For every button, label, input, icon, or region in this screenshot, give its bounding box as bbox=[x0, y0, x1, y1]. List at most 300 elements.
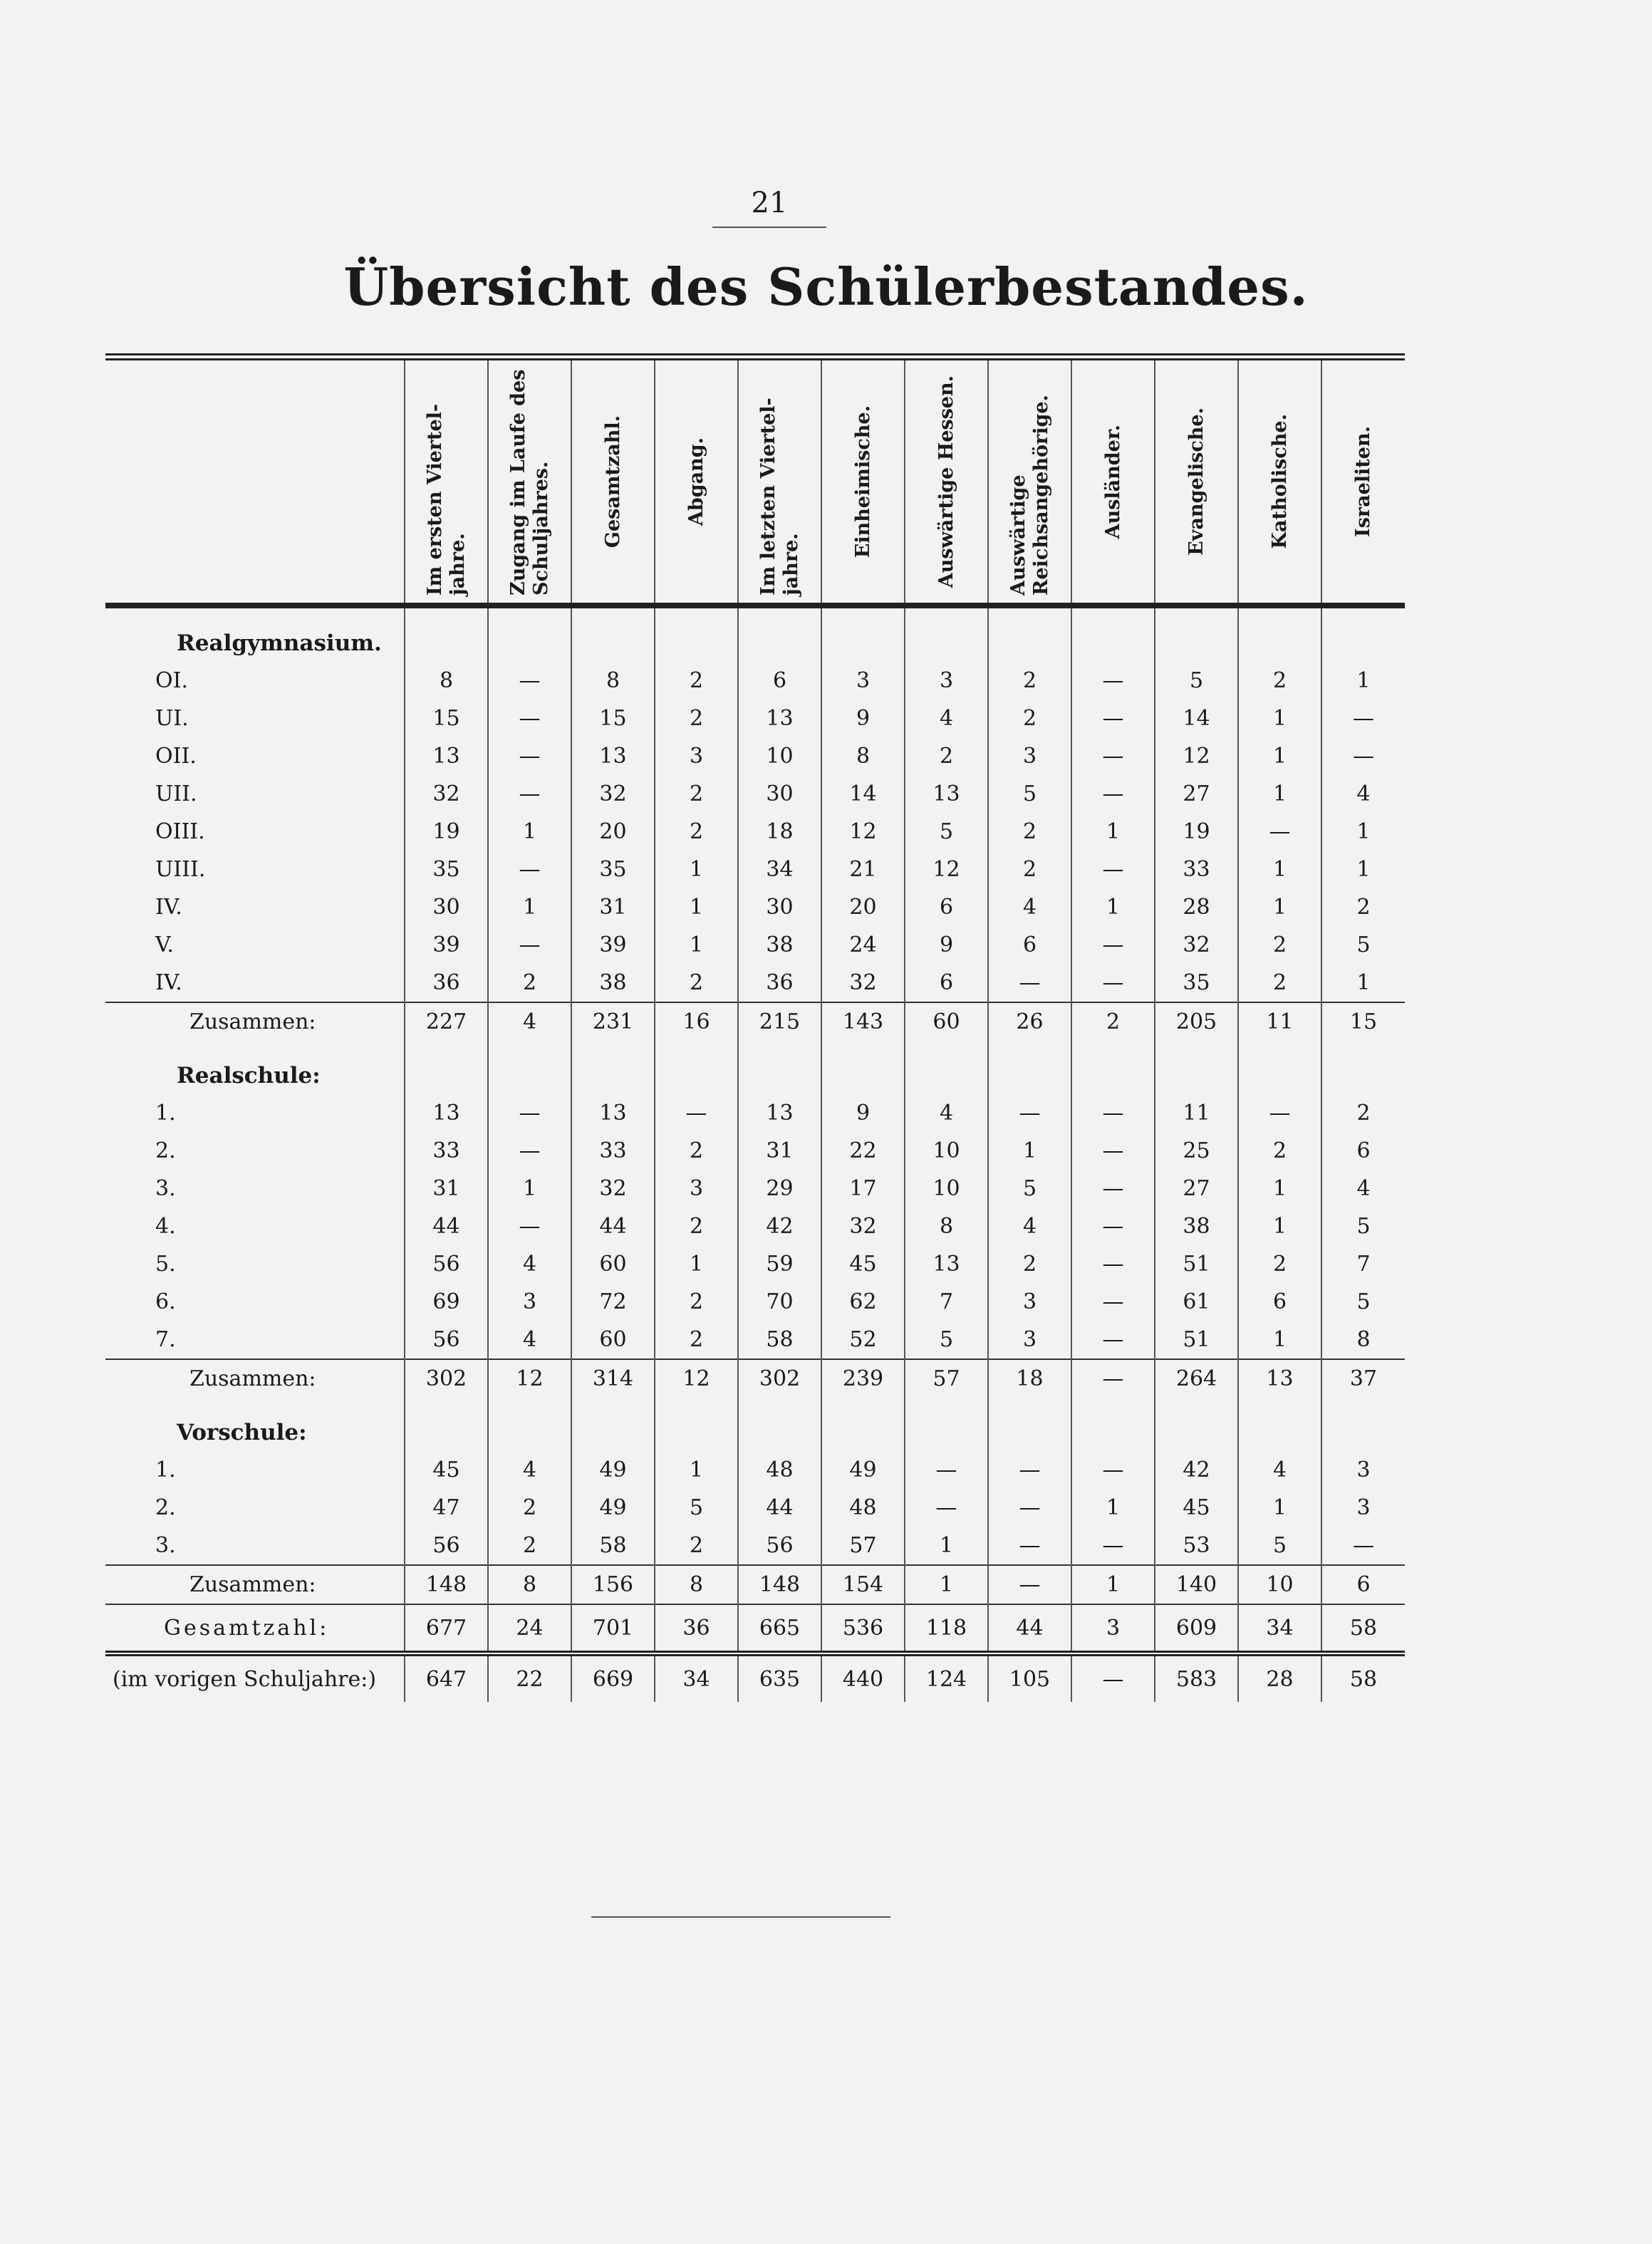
table-row bbox=[105, 1321, 1405, 1359]
table-cell: 4 bbox=[488, 1245, 571, 1283]
table-cell: — bbox=[905, 1489, 988, 1527]
table-cell: 4 bbox=[905, 1094, 988, 1132]
table-cell: 669 bbox=[571, 1653, 655, 1702]
table-cell: 9 bbox=[821, 1094, 905, 1132]
table-cell: 60 bbox=[571, 1321, 655, 1359]
table-cell bbox=[488, 606, 571, 662]
table-cell: 2 bbox=[655, 1527, 738, 1565]
table-cell: 57 bbox=[821, 1527, 905, 1565]
table-cell: 28 bbox=[1238, 1653, 1321, 1702]
table-cell: — bbox=[488, 775, 571, 813]
table-cell: 3 bbox=[655, 737, 738, 775]
table-cell: 59 bbox=[738, 1245, 821, 1283]
table-cell: 2 bbox=[988, 1245, 1071, 1283]
table-cell: — bbox=[1071, 1451, 1155, 1489]
table-cell: 609 bbox=[1155, 1604, 1238, 1653]
table-cell: 6 bbox=[1238, 1283, 1321, 1321]
table-cell: 205 bbox=[1155, 1002, 1238, 1041]
table-cell: — bbox=[1071, 1359, 1155, 1398]
table-cell bbox=[571, 606, 655, 662]
table-cell: 39 bbox=[405, 926, 488, 964]
table-cell: 13 bbox=[571, 1094, 655, 1132]
table-cell: — bbox=[488, 662, 571, 700]
row-label: Zusammen: bbox=[105, 1565, 405, 1604]
table-cell bbox=[1321, 606, 1405, 662]
row-label: 3. bbox=[155, 1176, 176, 1201]
table-cell: 143 bbox=[821, 1002, 905, 1041]
table-cell: 4 bbox=[905, 700, 988, 737]
table-cell: 3 bbox=[655, 1170, 738, 1207]
previous-year-row bbox=[105, 1653, 1405, 1702]
table-cell bbox=[1155, 1398, 1238, 1451]
table-cell: 27 bbox=[1155, 775, 1238, 813]
table-cell: 13 bbox=[1238, 1359, 1321, 1398]
subtotal-row bbox=[105, 1002, 1405, 1041]
table-cell: 34 bbox=[738, 851, 821, 888]
table-cell: — bbox=[1321, 737, 1405, 775]
table-cell bbox=[905, 1398, 988, 1451]
table-cell: 36 bbox=[405, 964, 488, 1002]
bottom-rule bbox=[591, 1916, 890, 1918]
table-cell: 5 bbox=[1321, 1207, 1405, 1245]
table-cell: — bbox=[488, 1132, 571, 1170]
table-cell: 10 bbox=[738, 737, 821, 775]
table-cell: 31 bbox=[738, 1132, 821, 1170]
table-cell bbox=[1321, 1398, 1405, 1451]
table-cell: 4 bbox=[988, 1207, 1071, 1245]
table-row bbox=[105, 888, 1405, 926]
table-cell: 6 bbox=[905, 964, 988, 1002]
table-cell: 1 bbox=[1238, 1170, 1321, 1207]
row-label: (im vorigen Schuljahre:) bbox=[113, 1666, 377, 1692]
table-cell: — bbox=[655, 1094, 738, 1132]
table-cell: 33 bbox=[405, 1132, 488, 1170]
table-cell: — bbox=[1071, 926, 1155, 964]
table-cell: 1 bbox=[1071, 1489, 1155, 1527]
table-cell: 60 bbox=[905, 1002, 988, 1041]
table-cell: 3 bbox=[1321, 1451, 1405, 1489]
table-cell: 22 bbox=[488, 1653, 571, 1702]
table-cell: 53 bbox=[1155, 1527, 1238, 1565]
table-cell: — bbox=[988, 1527, 1071, 1565]
table-cell: 4 bbox=[988, 888, 1071, 926]
table-cell: 49 bbox=[571, 1451, 655, 1489]
table-row bbox=[105, 700, 1405, 737]
table-cell: — bbox=[1071, 1094, 1155, 1132]
table-cell bbox=[988, 606, 1071, 662]
table-cell: — bbox=[1071, 1207, 1155, 1245]
table-cell: 14 bbox=[821, 775, 905, 813]
table-cell: 32 bbox=[571, 775, 655, 813]
table-cell: 1 bbox=[655, 888, 738, 926]
table-cell bbox=[1071, 1041, 1155, 1094]
table-cell bbox=[821, 1398, 905, 1451]
table-cell: — bbox=[1071, 1527, 1155, 1565]
row-label: OIII. bbox=[155, 819, 205, 844]
table-cell: 2 bbox=[1238, 1132, 1321, 1170]
table-cell: 58 bbox=[738, 1321, 821, 1359]
row-label: 7. bbox=[155, 1327, 176, 1352]
table-cell: 33 bbox=[1155, 851, 1238, 888]
table-cell: 34 bbox=[1238, 1604, 1321, 1653]
column-header: Abgang. bbox=[655, 357, 738, 606]
table-cell: 37 bbox=[1321, 1359, 1405, 1398]
table-cell: 32 bbox=[405, 775, 488, 813]
table-cell: 49 bbox=[821, 1451, 905, 1489]
table-cell: 47 bbox=[405, 1489, 488, 1527]
table-cell: 2 bbox=[1321, 1094, 1405, 1132]
table-cell: 1 bbox=[488, 813, 571, 851]
table-cell bbox=[1071, 1398, 1155, 1451]
column-header: Auswärtige Reichsangehörige. bbox=[988, 357, 1071, 606]
table-cell: 52 bbox=[821, 1321, 905, 1359]
column-header: Einheimische. bbox=[821, 357, 905, 606]
table-row bbox=[105, 1245, 1405, 1283]
table-cell: — bbox=[488, 700, 571, 737]
table-cell: 48 bbox=[738, 1451, 821, 1489]
table-cell: 58 bbox=[571, 1527, 655, 1565]
column-header: Im letzten Viertel-jahre. bbox=[738, 357, 821, 606]
table-cell: — bbox=[1071, 1132, 1155, 1170]
table-cell: 18 bbox=[988, 1359, 1071, 1398]
table-cell: 3 bbox=[988, 1321, 1071, 1359]
table-cell: 48 bbox=[821, 1489, 905, 1527]
table-cell: 239 bbox=[821, 1359, 905, 1398]
table-cell bbox=[405, 1041, 488, 1094]
table-cell: 440 bbox=[821, 1653, 905, 1702]
table-cell: 32 bbox=[821, 1207, 905, 1245]
table-cell: 13 bbox=[905, 1245, 988, 1283]
table-cell: 3 bbox=[821, 662, 905, 700]
table-cell: 3 bbox=[905, 662, 988, 700]
table-cell: 536 bbox=[821, 1604, 905, 1653]
table-cell: 33 bbox=[571, 1132, 655, 1170]
row-label: Vorschule: bbox=[177, 1419, 307, 1445]
table-cell: 2 bbox=[655, 662, 738, 700]
table-cell: 3 bbox=[988, 737, 1071, 775]
table-cell: 1 bbox=[1238, 851, 1321, 888]
table-row bbox=[105, 1489, 1405, 1527]
table-cell: — bbox=[1071, 737, 1155, 775]
table-cell: 2 bbox=[988, 813, 1071, 851]
table-row bbox=[105, 851, 1405, 888]
row-label: Zusammen: bbox=[105, 1359, 405, 1398]
table-row bbox=[105, 1170, 1405, 1207]
table-cell: 124 bbox=[905, 1653, 988, 1702]
table-cell: — bbox=[1238, 1094, 1321, 1132]
table-cell: 9 bbox=[905, 926, 988, 964]
table-cell bbox=[655, 1041, 738, 1094]
table-cell: 2 bbox=[1238, 1245, 1321, 1283]
row-label: OII. bbox=[155, 744, 197, 769]
table-cell: 264 bbox=[1155, 1359, 1238, 1398]
table-cell: 13 bbox=[405, 1094, 488, 1132]
table-cell: 1 bbox=[905, 1565, 988, 1604]
table-cell: 6 bbox=[988, 926, 1071, 964]
table-cell: 3 bbox=[1071, 1604, 1155, 1653]
table-cell: — bbox=[1238, 813, 1321, 851]
table-cell: 45 bbox=[1155, 1489, 1238, 1527]
column-header: Israeliten. bbox=[1321, 357, 1405, 606]
student-table bbox=[105, 353, 1405, 1702]
table-cell: 14 bbox=[1155, 700, 1238, 737]
table-cell: 215 bbox=[738, 1002, 821, 1041]
table-cell: — bbox=[905, 1451, 988, 1489]
table-cell: 56 bbox=[405, 1245, 488, 1283]
table-cell bbox=[655, 606, 738, 662]
table-row bbox=[105, 1451, 1405, 1489]
table-cell: 4 bbox=[488, 1451, 571, 1489]
table-cell: 5 bbox=[1155, 662, 1238, 700]
row-label: 1. bbox=[155, 1101, 176, 1126]
table-cell: 36 bbox=[655, 1604, 738, 1653]
section-row bbox=[105, 606, 1405, 662]
table-cell: 44 bbox=[571, 1207, 655, 1245]
table-cell: 1 bbox=[1238, 1207, 1321, 1245]
table-cell: 1 bbox=[1238, 700, 1321, 737]
table-row bbox=[105, 1527, 1405, 1565]
table-cell bbox=[405, 1398, 488, 1451]
table-cell: 2 bbox=[988, 700, 1071, 737]
table-cell: 12 bbox=[655, 1359, 738, 1398]
table-cell: — bbox=[1071, 700, 1155, 737]
table-cell bbox=[738, 1041, 821, 1094]
table-cell: 51 bbox=[1155, 1245, 1238, 1283]
table-cell: 5 bbox=[655, 1489, 738, 1527]
table-cell: 8 bbox=[488, 1565, 571, 1604]
table-cell: 21 bbox=[821, 851, 905, 888]
table-cell: 15 bbox=[1321, 1002, 1405, 1041]
table-cell: 51 bbox=[1155, 1321, 1238, 1359]
table-cell: 8 bbox=[405, 662, 488, 700]
table-cell: 2 bbox=[988, 851, 1071, 888]
table-cell: 27 bbox=[1155, 1170, 1238, 1207]
table-cell: 1 bbox=[1238, 775, 1321, 813]
table-cell: — bbox=[488, 926, 571, 964]
table-cell: 1 bbox=[1071, 813, 1155, 851]
table-cell: 1 bbox=[1238, 888, 1321, 926]
table-cell: 5 bbox=[988, 1170, 1071, 1207]
row-label: 2. bbox=[155, 1495, 176, 1520]
table-cell: 18 bbox=[738, 813, 821, 851]
table-cell: 44 bbox=[405, 1207, 488, 1245]
table-cell: 30 bbox=[405, 888, 488, 926]
table-cell: — bbox=[988, 1489, 1071, 1527]
table-cell: 1 bbox=[488, 888, 571, 926]
row-label: IV. bbox=[155, 895, 182, 920]
table-cell bbox=[738, 606, 821, 662]
table-row bbox=[105, 1132, 1405, 1170]
table-cell: — bbox=[488, 737, 571, 775]
table-cell: 1 bbox=[1321, 662, 1405, 700]
table-cell: 1 bbox=[1321, 851, 1405, 888]
table-cell: — bbox=[1321, 700, 1405, 737]
table-cell: 3 bbox=[1321, 1489, 1405, 1527]
subtotal-row bbox=[105, 1359, 1405, 1398]
table-cell: 3 bbox=[488, 1283, 571, 1321]
table-cell: — bbox=[488, 1094, 571, 1132]
table-cell: 1 bbox=[655, 1245, 738, 1283]
row-label: V. bbox=[155, 933, 174, 957]
table-cell: 647 bbox=[405, 1653, 488, 1702]
table-cell: 26 bbox=[988, 1002, 1071, 1041]
table-cell bbox=[488, 1041, 571, 1094]
table-cell: 35 bbox=[405, 851, 488, 888]
table-cell: 12 bbox=[488, 1359, 571, 1398]
table-cell: 56 bbox=[405, 1321, 488, 1359]
table-cell: — bbox=[1071, 662, 1155, 700]
table-cell: 6 bbox=[1321, 1132, 1405, 1170]
header-row bbox=[105, 357, 1405, 606]
table-cell: 32 bbox=[1155, 926, 1238, 964]
subtotal-row bbox=[105, 1565, 1405, 1604]
table-cell: — bbox=[488, 851, 571, 888]
row-label: Zusammen: bbox=[105, 1002, 405, 1041]
table-cell: 57 bbox=[905, 1359, 988, 1398]
row-label: 3. bbox=[155, 1533, 176, 1558]
table-cell: 2 bbox=[655, 1132, 738, 1170]
table-cell: — bbox=[1071, 964, 1155, 1002]
table-cell: 22 bbox=[821, 1132, 905, 1170]
table-cell: 20 bbox=[821, 888, 905, 926]
table-cell bbox=[1321, 1041, 1405, 1094]
table-cell: 17 bbox=[821, 1170, 905, 1207]
table-cell: 2 bbox=[655, 964, 738, 1002]
column-header: Evangelische. bbox=[1155, 357, 1238, 606]
table-cell: — bbox=[988, 1451, 1071, 1489]
table-cell: 32 bbox=[571, 1170, 655, 1207]
column-header: Zugang im Laufe des Schuljahres. bbox=[488, 357, 571, 606]
table-cell: 6 bbox=[905, 888, 988, 926]
table-cell: 2 bbox=[655, 1207, 738, 1245]
table-cell: 8 bbox=[655, 1565, 738, 1604]
table-row bbox=[105, 813, 1405, 851]
table-cell: 140 bbox=[1155, 1565, 1238, 1604]
table-cell: 31 bbox=[405, 1170, 488, 1207]
page-title: Übersicht des Schülerbestandes. bbox=[343, 256, 1309, 317]
table-cell: 1 bbox=[1321, 964, 1405, 1002]
table-cell: 38 bbox=[1155, 1207, 1238, 1245]
table-cell: 4 bbox=[488, 1002, 571, 1041]
table-cell: 2 bbox=[655, 1321, 738, 1359]
row-label: UIII. bbox=[155, 857, 206, 882]
table-cell: 16 bbox=[655, 1002, 738, 1041]
table-cell bbox=[1155, 606, 1238, 662]
table-cell: — bbox=[1071, 775, 1155, 813]
table-cell: 701 bbox=[571, 1604, 655, 1653]
table-cell: 2 bbox=[655, 813, 738, 851]
table-cell: 56 bbox=[738, 1527, 821, 1565]
table-cell: 19 bbox=[405, 813, 488, 851]
table-body bbox=[105, 606, 1405, 1702]
row-label: 5. bbox=[155, 1252, 176, 1277]
table-cell: 8 bbox=[905, 1207, 988, 1245]
table-cell bbox=[988, 1041, 1071, 1094]
table-cell: 13 bbox=[905, 775, 988, 813]
table-cell bbox=[488, 1398, 571, 1451]
table-cell: 12 bbox=[1155, 737, 1238, 775]
table-cell: 44 bbox=[988, 1604, 1071, 1653]
table-cell: 11 bbox=[1238, 1002, 1321, 1041]
table-cell: 2 bbox=[655, 700, 738, 737]
table-cell: 58 bbox=[1321, 1653, 1405, 1702]
table-cell: 4 bbox=[1238, 1451, 1321, 1489]
table-cell: 1 bbox=[655, 851, 738, 888]
column-header: Auswärtige Hessen. bbox=[905, 357, 988, 606]
table-cell: 19 bbox=[1155, 813, 1238, 851]
table-row bbox=[105, 926, 1405, 964]
table-cell: 5 bbox=[1238, 1527, 1321, 1565]
table-cell: 583 bbox=[1155, 1653, 1238, 1702]
table-cell: — bbox=[1071, 1170, 1155, 1207]
table-row bbox=[105, 1283, 1405, 1321]
table-row bbox=[105, 1094, 1405, 1132]
table-cell: 8 bbox=[821, 737, 905, 775]
table-cell: 2 bbox=[1238, 662, 1321, 700]
table-row bbox=[105, 964, 1405, 1002]
table-cell: 231 bbox=[571, 1002, 655, 1041]
table-cell: 5 bbox=[988, 775, 1071, 813]
table-cell: 24 bbox=[821, 926, 905, 964]
table-cell: 6 bbox=[738, 662, 821, 700]
table-cell: — bbox=[1071, 1321, 1155, 1359]
page-number: 21 bbox=[751, 187, 788, 219]
table-cell: 2 bbox=[905, 737, 988, 775]
table-cell bbox=[405, 606, 488, 662]
table-cell: 1 bbox=[1071, 1565, 1155, 1604]
row-label: UII. bbox=[155, 781, 197, 806]
row-label: Realgymnasium. bbox=[177, 630, 382, 656]
table-cell: 635 bbox=[738, 1653, 821, 1702]
table-cell: 1 bbox=[655, 926, 738, 964]
table-cell: 4 bbox=[1321, 775, 1405, 813]
column-header: Katholische. bbox=[1238, 357, 1321, 606]
table-cell: 10 bbox=[905, 1132, 988, 1170]
table-cell: 38 bbox=[571, 964, 655, 1002]
table-row bbox=[105, 1207, 1405, 1245]
table-cell bbox=[821, 606, 905, 662]
table-cell: 35 bbox=[571, 851, 655, 888]
grand-total-row bbox=[105, 1604, 1405, 1653]
table-cell: 29 bbox=[738, 1170, 821, 1207]
table-cell: 39 bbox=[571, 926, 655, 964]
table-cell: 56 bbox=[405, 1527, 488, 1565]
table-cell: 13 bbox=[571, 737, 655, 775]
table-cell: 1 bbox=[988, 1132, 1071, 1170]
table-cell: 8 bbox=[1321, 1321, 1405, 1359]
table-cell: 7 bbox=[1321, 1245, 1405, 1283]
row-label: 2. bbox=[155, 1138, 176, 1163]
column-header: Ausländer. bbox=[1071, 357, 1155, 606]
table-cell: — bbox=[1071, 851, 1155, 888]
table-cell bbox=[571, 1041, 655, 1094]
table-cell bbox=[571, 1398, 655, 1451]
table-cell: 44 bbox=[738, 1489, 821, 1527]
table-cell: 4 bbox=[488, 1321, 571, 1359]
table-cell bbox=[1238, 1398, 1321, 1451]
row-label: 6. bbox=[155, 1289, 176, 1314]
table-cell: 156 bbox=[571, 1565, 655, 1604]
table-cell: — bbox=[988, 1094, 1071, 1132]
table-cell: 10 bbox=[1238, 1565, 1321, 1604]
table-cell: 8 bbox=[571, 662, 655, 700]
table-cell: 42 bbox=[1155, 1451, 1238, 1489]
table-cell: 5 bbox=[905, 813, 988, 851]
table-cell: 4 bbox=[1321, 1170, 1405, 1207]
table-cell bbox=[655, 1398, 738, 1451]
column-header: Gesamtzahl. bbox=[571, 357, 655, 606]
table-cell: 1 bbox=[1238, 1489, 1321, 1527]
